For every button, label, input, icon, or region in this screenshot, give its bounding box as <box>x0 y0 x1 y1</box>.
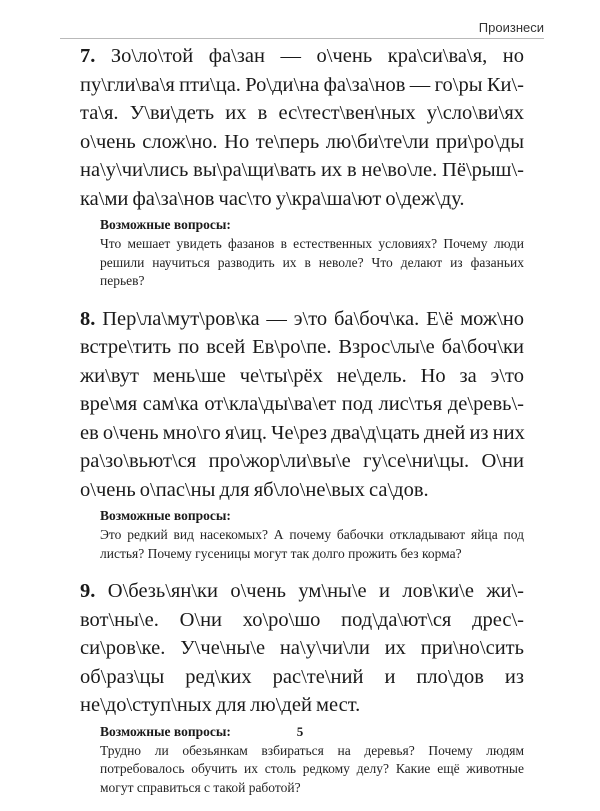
exercise-7 <box>80 42 524 291</box>
reading-text <box>80 42 524 213</box>
exercise-number: 7. <box>80 45 96 67</box>
exercise-9 <box>80 577 524 797</box>
text-line: на\у\чи\лись вы\ра\щи\вать их в не\во\ле. Пё\рыш\- <box>80 159 524 181</box>
text-line: вот\ны\е. О\ни хо\ро\шо под\да\ют\ся дрес\- <box>80 608 524 631</box>
text-line-content: О\безь\ян\ки о\чень ум\ны\е и лов\ки\е жи\- <box>107 580 525 602</box>
text-line: встре\тить по всей Ев\ро\пе. Взрос\лы\е ба\боч\ки <box>80 336 524 358</box>
text-line <box>80 305 524 334</box>
text-line: об\раз\цы ред\ких рас\те\ний и пло\дов из <box>80 665 524 688</box>
page-content <box>80 42 524 811</box>
text-line: си\ров\ке. У\че\ны\е на\у\чи\ли их при\но\сить <box>80 637 524 659</box>
text-line: о\чень о\пас\ны для яб\ло\не\вых са\дов. <box>80 478 429 501</box>
text-line-content: Пер\ла\мут\ров\ка — э\то ба\боч\ка. Е\ё мож\но <box>102 307 524 330</box>
exercise-8 <box>80 305 524 564</box>
text-line: та\я. У\ви\деть их в ес\тест\вен\ных у\сло\ви\ях <box>80 102 524 124</box>
running-title: Произнеси <box>478 20 544 35</box>
text-line: вре\мя сам\ка от\кла\ды\ва\ет под лис\тья де\ревь\- <box>80 393 524 415</box>
page-number: 5 <box>296 724 304 739</box>
text-line: ра\зо\вьют\ся про\жор\ли\вы\е гу\се\ни\цы. О\ни <box>80 450 524 472</box>
text-line: ка\ми фа\за\нов час\то у\кра\ша\ют о\деж\ду. <box>80 187 465 210</box>
questions-text: Что мешает увидеть фазанов в естественных условиях? Почему люди решили научиться разводить их в неволе? Что делают из фазаньих перьев? <box>100 236 524 288</box>
text-line-content: Зо\ло\той фа\зан — о\чень кра\си\ва\я, но <box>110 45 525 67</box>
questions-heading: Возможные вопросы: <box>100 723 231 739</box>
header-rule <box>60 38 544 39</box>
text-line <box>80 577 524 606</box>
text-line <box>80 42 524 71</box>
text-line: о\чень слож\но. Но те\перь лю\би\те\ли при\ро\ды <box>80 130 524 153</box>
reading-text <box>80 305 524 505</box>
exercise-number: 8. <box>80 307 96 330</box>
text-line: жи\вут мень\ше че\ты\рёх не\дель. Но за э\то <box>80 364 524 387</box>
text-line: ев о\чень мно\го я\иц. Че\рез два\д\цать дней из них <box>80 421 525 444</box>
text-line: не\до\ступ\ных для лю\дей мест. <box>80 694 361 716</box>
questions-text: Это редкий вид насекомых? А почему бабочки откладывают яйца под листья? Почему гусеницы могут так долго прожить без корма? <box>100 527 524 561</box>
questions-text: Трудно ли обезьянкам взбираться на деревья? Почему людям потребовалось обучить их столь редкому делу? Какие ещё животные могут справиться с такой работой? <box>100 742 524 795</box>
questions-heading: Возможные вопросы: <box>100 508 231 523</box>
text-line: пу\гли\ва\я пти\ца. Ро\ди\на фа\за\нов — го\ры Ки\- <box>80 73 524 96</box>
exercise-number: 9. <box>80 580 96 602</box>
reading-text <box>80 577 524 720</box>
questions-heading: Возможные вопросы: <box>100 217 231 232</box>
